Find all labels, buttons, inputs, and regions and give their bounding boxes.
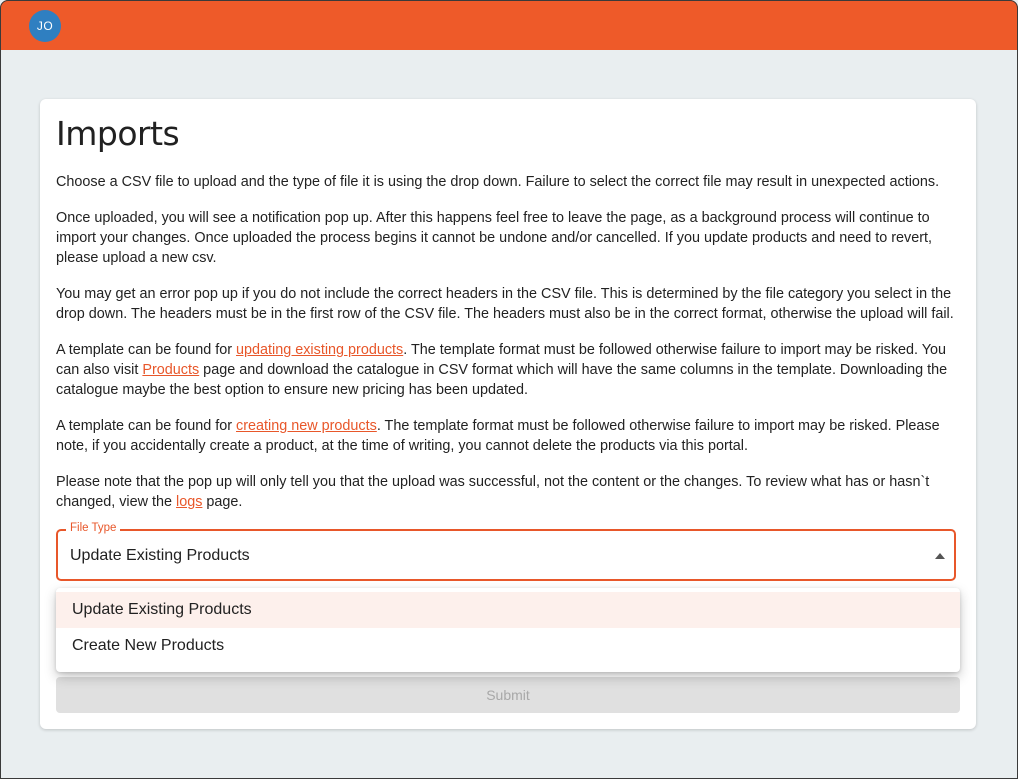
file-type-selected-value[interactable]: Update Existing Products	[70, 547, 250, 564]
page-title: Imports	[56, 114, 180, 153]
paragraph-text: page and download the catalogue in CSV format which will have the same columns in the template. Downloading the catalogue maybe the best option to ensure new pricing has been updated.	[56, 362, 948, 398]
caret-up-icon[interactable]	[935, 553, 945, 559]
intro-paragraph: Choose a CSV file to upload and the type of file it is using the drop down. Failure to select the correct file may result in unexpected actions.	[56, 174, 940, 190]
paragraph-text: Please note that the pop up will only tell you that the upload was successful, not the content or the changes. To review what has or hasn`t changed, view the	[56, 474, 930, 510]
option-create-new-products[interactable]: Create New Products	[72, 637, 225, 654]
create-template-paragraph	[56, 416, 956, 456]
option-update-existing-products[interactable]: Update Existing Products	[56, 592, 960, 628]
paragraph-text: A template can be found for	[56, 418, 237, 434]
logs-page-link[interactable]: logs	[176, 494, 203, 510]
paragraph-text: . The template format must be followed otherwise failure to import may be risked. Please note, if you accidentally create a product, at the time of writing, you cannot delete the products via this portal.	[56, 418, 940, 454]
creating-new-products-link[interactable]: creating new products	[236, 418, 377, 434]
update-template-paragraph	[56, 340, 956, 400]
products-page-link[interactable]: Products	[142, 362, 200, 378]
updating-existing-products-link[interactable]: updating existing products	[236, 342, 404, 358]
top-app-bar	[0, 0, 1018, 50]
logs-note-paragraph	[56, 472, 956, 512]
upload-notice-paragraph: Once uploaded, you will see a notification pop up. After this happens feel free to leave the page, as a background process will continue to import your changes. Once uploaded the process begins it cannot be undone and/or cancelled. If you update products and need to revert, please upload a new csv.	[56, 210, 933, 266]
paragraph-text: page.	[202, 494, 243, 510]
paragraph-text: . The template format must be followed otherwise failure to import may be risked. You can also visit	[56, 342, 947, 378]
headers-error-paragraph: You may get an error pop up if you do not include the correct headers in the CSV file. This is determined by the file category you select in the drop down. The headers must be in the first row of the CSV file. The headers must also be in the correct format, otherwise the upload will fail.	[56, 286, 954, 322]
submit-button[interactable]: Submit	[56, 677, 960, 713]
file-type-label: File Type	[66, 522, 120, 535]
file-type-dropdown-menu	[56, 588, 960, 672]
user-avatar[interactable]: JO	[29, 10, 61, 42]
paragraph-text: A template can be found for	[56, 342, 237, 358]
